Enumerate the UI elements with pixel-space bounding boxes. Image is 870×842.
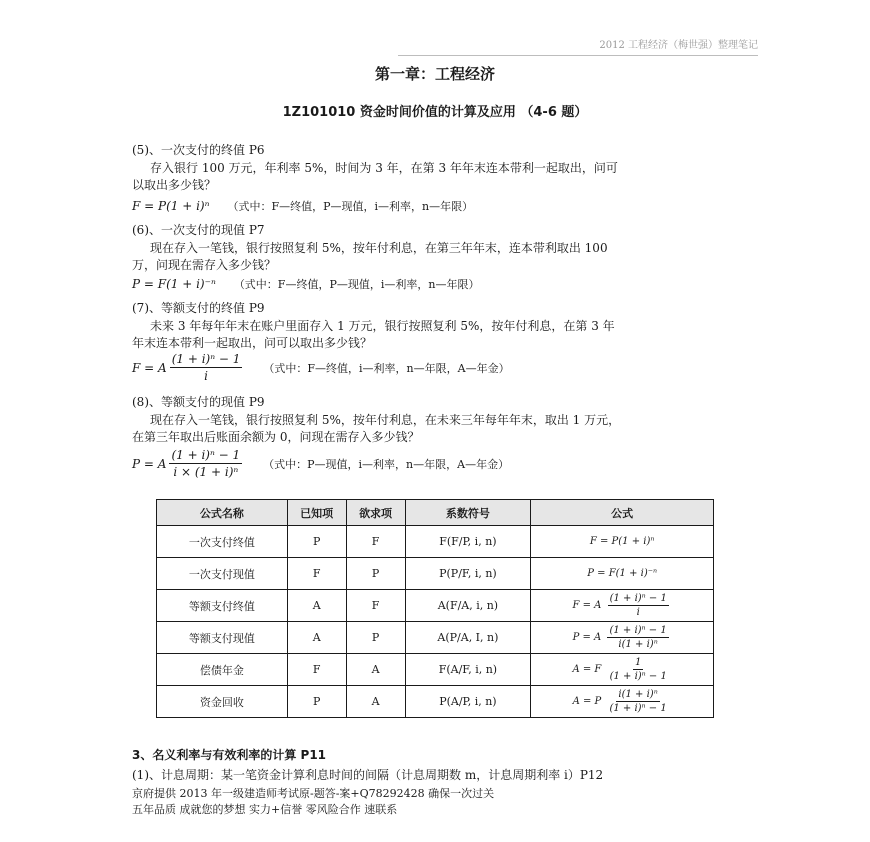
cell-known: P [287, 526, 346, 558]
cell-seek: P [346, 622, 405, 654]
table-row [157, 654, 714, 686]
formula-numerator: (1 + i)ⁿ − 1 [171, 448, 241, 462]
cell-formula [531, 654, 714, 686]
item-text: 万，问现在需存入多少钱？ [132, 258, 277, 272]
formula-denominator: i [204, 369, 208, 383]
cell-symbol: A(F/A, i, n) [405, 590, 531, 622]
cell-known: P [287, 686, 346, 718]
formula [132, 276, 479, 292]
cell-formula [531, 622, 714, 654]
cell-symbol: A(P/A, I, n) [405, 622, 531, 654]
item-text: 现在存入一笔钱，银行按照复利 5%，按年付利息，在未来三年每年年末，取出 1 万元， [150, 413, 621, 427]
item-text: 在第三年取出后账面余额为 0，问现在需存入多少钱？ [132, 430, 420, 444]
cell-known: A [287, 590, 346, 622]
formula-denominator: i(1 + i)ⁿ [618, 639, 658, 650]
cell-formula [531, 686, 714, 718]
cell-symbol: F(F/P, i, n) [405, 526, 531, 558]
formula-fraction [607, 625, 668, 650]
section-heading: 3、名义利率与有效利率的计算 P11 [132, 748, 327, 762]
item-heading: (1)、计息周期：某一笔资金计算利息时间的间隔（计息周期数 m，计息周期利率 i）P12 [132, 768, 604, 782]
formula [132, 352, 510, 383]
footer-line: 五年品质 成就您的梦想 实力+信誉 零风险合作 速联系 [132, 803, 398, 816]
formula-denominator: i [636, 607, 640, 618]
item-heading: (8)、等额支付的现值 P9 [132, 395, 265, 409]
formula-lhs: P = A [572, 632, 602, 643]
formula-expr: F = P(1 + i)ⁿ [132, 199, 210, 213]
formula-lhs: F = A [132, 360, 167, 375]
formula-denominator: i × (1 + i)ⁿ [173, 465, 239, 479]
table-header-row [157, 500, 714, 526]
formula-table [156, 499, 714, 718]
formula-expr: P = F(1 + i)⁻ⁿ [132, 277, 216, 291]
column-header: 公式 [531, 500, 714, 526]
cell-formula: F = P(1 + i)ⁿ [531, 526, 714, 558]
column-header: 系数符号 [405, 500, 531, 526]
cell-known: F [287, 654, 346, 686]
formula-fraction [608, 657, 669, 682]
item-text: 存入银行 100 万元，年利率 5%，时间为 3 年，在第 3 年年末连本带利一起取出，问可 [150, 161, 618, 175]
formula-lhs: A = P [572, 696, 602, 707]
cell-name: 一次支付现值 [157, 558, 288, 590]
cell-formula: P = F(1 + i)⁻ⁿ [531, 558, 714, 590]
cell-symbol: F(A/F, i, n) [405, 654, 531, 686]
chapter-title: 第一章：工程经济 [374, 65, 495, 83]
formula-note: （式中：F—终值，P—现值，i—利率，n—年限） [233, 278, 480, 291]
cell-name: 等额支付终值 [157, 590, 288, 622]
cell-name: 偿债年金 [157, 654, 288, 686]
formula-note: （式中：F—终值，P—现值，i—利率，n—年限） [227, 200, 474, 213]
cell-seek: A [346, 686, 405, 718]
cell-symbol: P(P/F, i, n) [405, 558, 531, 590]
item-text: 年末连本带利一起取出，问可以取出多少钱？ [132, 336, 373, 350]
cell-seek: F [346, 590, 405, 622]
cell-seek: A [346, 654, 405, 686]
table-row [157, 558, 714, 590]
footer-line: 京府提供 2013 年一级建造师考试原-题答-案+Q7829242​8 确保一次过关 [132, 787, 495, 800]
formula-lhs: A = F [572, 664, 602, 675]
formula-numerator: (1 + i)ⁿ − 1 [609, 625, 667, 636]
cell-name: 等额支付现值 [157, 622, 288, 654]
formula-fraction [170, 352, 243, 383]
cell-name: 资金回收 [157, 686, 288, 718]
formula-fraction [607, 689, 668, 714]
cell-seek: F [346, 526, 405, 558]
formula-note: （式中：F—终值，i—利率，n—年限，A—年金） [263, 361, 510, 375]
formula-numerator: (1 + i)ⁿ − 1 [171, 352, 241, 366]
formula-denominator: (1 + i)ⁿ − 1 [609, 671, 667, 682]
table-row [157, 686, 714, 718]
formula-fraction [608, 593, 669, 618]
column-header: 已知项 [287, 500, 346, 526]
formula [132, 448, 509, 479]
formula-numerator: i(1 + i)ⁿ [618, 689, 658, 700]
item-heading: (5)、一次支付的终值 P6 [132, 143, 265, 157]
formula-lhs: F = A [572, 600, 602, 611]
formula-lhs: P = A [132, 456, 167, 471]
item-text: 现在存入一笔钱，银行按照复利 5%，按年付利息，在第三年年末，连本带利取出 100 [150, 241, 608, 255]
formula-fraction [169, 448, 242, 479]
table-row [157, 590, 714, 622]
formula-denominator: (1 + i)ⁿ − 1 [609, 703, 667, 714]
formula-numerator: 1 [635, 657, 642, 668]
table-row [157, 622, 714, 654]
cell-name: 一次支付终值 [157, 526, 288, 558]
cell-symbol: P(A/P, i, n) [405, 686, 531, 718]
item-heading: (6)、一次支付的现值 P7 [132, 223, 265, 237]
column-header: 欲求项 [346, 500, 405, 526]
formula-note: （式中：P—现值，i—利率，n—年限，A—年金） [263, 457, 510, 471]
cell-known: F [287, 558, 346, 590]
table-row [157, 526, 714, 558]
page-header: 2012 工程经济（梅世强）整理笔记 [398, 36, 758, 56]
item-text: 以取出多少钱？ [132, 178, 217, 192]
item-text: 未来 3 年每年年末在账户里面存入 1 万元，银行按照复利 5%，按年付利息，在第 3 年 [150, 319, 615, 333]
column-header: 公式名称 [157, 500, 288, 526]
cell-known: A [287, 622, 346, 654]
section-title: 1Z101010 资金时间价值的计算及应用 （4-6 题） [282, 105, 588, 120]
cell-seek: P [346, 558, 405, 590]
formula-numerator: (1 + i)ⁿ − 1 [609, 593, 667, 604]
formula [132, 198, 473, 214]
item-heading: (7)、等额支付的终值 P9 [132, 301, 265, 315]
cell-formula [531, 590, 714, 622]
